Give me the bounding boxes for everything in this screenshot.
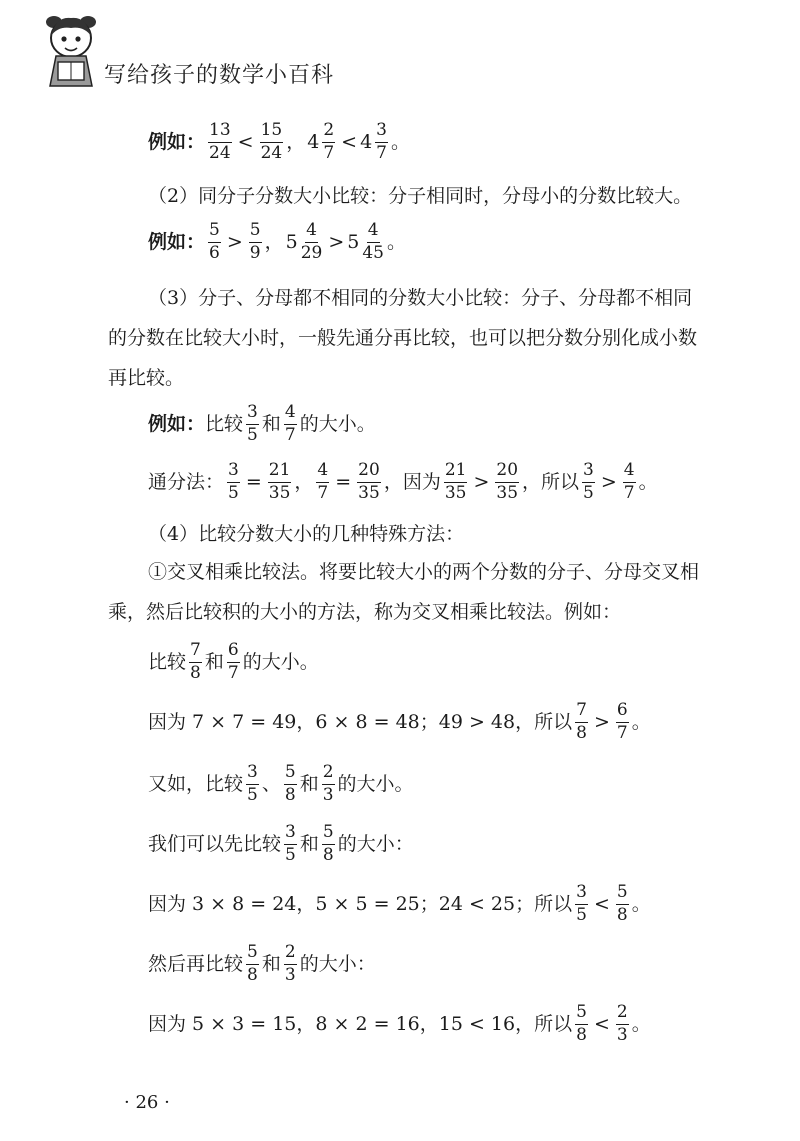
fraction: $\frac{2}{3}$: [616, 1002, 628, 1045]
fraction: $\frac{6}{7}$: [616, 700, 628, 743]
rule-different-line-2: 的分数在比较大小时，一般先通分再比较，也可以把分数分别化成小数: [108, 327, 698, 349]
girl-mascot-icon: [40, 8, 104, 94]
fraction: $\frac{3}{5}$: [247, 762, 258, 805]
fraction: $\frac{4}{45}$: [362, 220, 384, 263]
fraction: $\frac{7}{8}$: [576, 700, 587, 743]
fraction: $\frac{6}{7}$: [227, 640, 239, 683]
rule-same-numerator: （2）同分子分数大小比较：分子相同时，分母小的分数比较大。: [148, 185, 693, 207]
fraction: $\frac{2}{3}$: [284, 942, 296, 985]
compare-line-7-8: 比较 $\frac{7}{8}$ 和 $\frac{6}{7}$ 的大小。: [148, 640, 319, 683]
rule-different-line-3: 再比较。: [108, 367, 185, 389]
fraction: $\frac{21}{35}$: [444, 460, 467, 503]
fraction: $\frac{3}{5}$: [583, 460, 594, 503]
page-number: · 26 ·: [124, 1092, 170, 1113]
fraction: $\frac{5}{8}$: [616, 882, 628, 925]
fraction: $\frac{15}{24}$: [260, 120, 283, 163]
first-compare-line: 我们可以先比较 $\frac{3}{5}$ 和 $\frac{5}{8}$ 的大小：: [148, 822, 414, 865]
fraction: $\frac{2}{3}$: [322, 762, 334, 805]
fraction: $\frac{4}{7}$: [284, 402, 296, 445]
rule-different-line-1: （3）分子、分母都不相同的分数大小比较：分子、分母都不相同: [148, 287, 693, 309]
example-line-same-numerator: 例如： $\frac{5}{6}$ > $\frac{5}{9}$ ， 5 $\frac{4}{29}$ > 5 $\frac{4}{45}$ 。: [148, 220, 407, 263]
example-line-compare: 例如： 比较 $\frac{3}{5}$ 和 $\frac{4}{7}$ 的大小。: [148, 402, 376, 445]
fraction: $\frac{3}{5}$: [228, 460, 239, 503]
reason-line-7-8: 因为 7 × 7 = 49，6 × 8 = 48；49 > 48，所以 $\frac{7}{8}$ > $\frac{6}{7}$ 。: [148, 700, 651, 743]
another-example-line: 又如，比较 $\frac{3}{5}$ 、 $\frac{5}{8}$ 和 $\frac{2}{3}$ 的大小。: [148, 762, 414, 805]
fraction: $\frac{21}{35}$: [268, 460, 291, 503]
book-title: 写给孩子的数学小百科: [104, 63, 335, 88]
cross-multiply-line-1: ①交叉相乘比较法。将要比较大小的两个分数的分子、分母交叉相: [148, 561, 700, 583]
fraction: $\frac{2}{7}$: [323, 120, 335, 163]
fraction: $\frac{5}{8}$: [284, 762, 296, 805]
fraction: $\frac{4}{7}$: [623, 460, 635, 503]
fraction: $\frac{5}{8}$: [576, 1002, 587, 1045]
fraction: $\frac{13}{24}$: [209, 120, 231, 163]
fraction: $\frac{5}{6}$: [209, 220, 220, 263]
fraction: $\frac{3}{7}$: [376, 120, 387, 163]
page-header: [40, 8, 400, 94]
fraction: $\frac{3}{5}$: [285, 822, 296, 865]
fraction: $\frac{20}{35}$: [358, 460, 380, 503]
fraction: $\frac{3}{5}$: [576, 882, 587, 925]
example-label: 例如：: [148, 412, 206, 435]
reason-line-3-5: 因为 3 × 8 = 24，5 × 5 = 25；24 < 25；所以 $\frac{3}{5}$ < $\frac{5}{8}$ 。: [148, 882, 651, 925]
common-denominator-line: 通分法： $\frac{3}{5}$ = $\frac{21}{35}$ ， $\frac{4}{7}$ = $\frac{20}{35}$ ，因为 $\frac{21}{35}$ > $\frac{20}{35}$ ，所以 $\frac{3}{5}$ > $\frac{4}{7}$ 。: [148, 460, 658, 503]
fraction: $\frac{7}{8}$: [190, 640, 201, 683]
fraction: $\frac{3}{5}$: [247, 402, 258, 445]
fraction: $\frac{4}{29}$: [300, 220, 323, 263]
second-compare-line: 然后再比较 $\frac{5}{8}$ 和 $\frac{2}{3}$ 的大小：: [148, 942, 376, 985]
cross-multiply-line-2: 乘，然后比较积的大小的方法，称为交叉相乘比较法。例如：: [108, 601, 622, 623]
example-label: 例如：: [148, 130, 206, 153]
fraction: $\frac{5}{8}$: [322, 822, 334, 865]
fraction: $\frac{20}{35}$: [496, 460, 519, 503]
example-line-same-denominator: 例如： $\frac{13}{24}$ < $\frac{15}{24}$ ， 4 $\frac{2}{7}$ < 4 $\frac{3}{7}$ 。: [148, 120, 411, 163]
fraction: $\frac{5}{9}$: [249, 220, 261, 263]
fraction: $\frac{4}{7}$: [317, 460, 329, 503]
reason-line-5-8: 因为 5 × 3 = 15，8 × 2 = 16，15 < 16，所以 $\frac{5}{8}$ < $\frac{2}{3}$ 。: [148, 1002, 651, 1045]
special-methods-heading: （4）比较分数大小的几种特殊方法：: [148, 523, 465, 545]
example-label: 例如：: [148, 230, 206, 253]
fraction: $\frac{5}{8}$: [247, 942, 258, 985]
